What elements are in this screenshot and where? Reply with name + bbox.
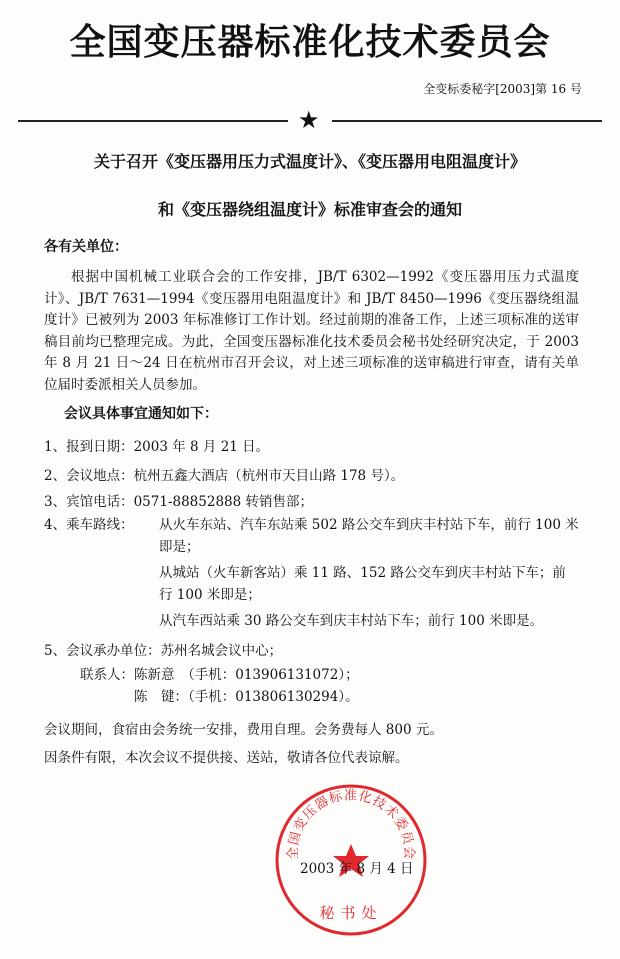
- closing-note: 因条件有限，本次会议不提供接、送站，敬请各位代表谅解。: [44, 750, 409, 766]
- seal-bottom-text: 秘书处: [319, 904, 383, 922]
- details-heading: 会议具体事宜通知如下：: [64, 406, 218, 422]
- document-number: 全变标委秘字[2003]第 16 号: [423, 82, 582, 96]
- item-organizer: 5、会议承办单位：苏州名城会议中心；: [44, 643, 283, 659]
- notice-date: 2003 年 8 月 4 日: [300, 861, 414, 877]
- item-hotel-phone: 3、宾馆电话：0571-88852888 转销售部；: [44, 494, 314, 510]
- body-paragraph: 根据中国机械工业联合会的工作安排，JB/T 6302—1992《变压器用压力式温度计》、JB/T 7631—1994《变压器用电阻温度计》和 JB/T 8450—1996《变压器绕组温度计》已被列为 2003 年标准修订工作计划。经过前期的准备工作，上述三项标准的送审稿目前均已整理完成。为此，全国变压器标准化技术委员会秘书处经研究决定，于 2003 年 8 月 21 日～24 日在杭州市召开会议，对上述三项标准的送审稿进行审查，请有关单位届时委派相关人员参加。: [44, 269, 579, 393]
- item-registration-date: 1、报到日期：2003 年 8 月 21 日。: [44, 439, 270, 455]
- notice-title-line-1: 关于召开《变压器用压力式温度计》、《变压器用电阻温度计》: [93, 152, 526, 171]
- salutation: 各有关单位：: [44, 239, 128, 255]
- item-venue: 2、会议地点：杭州五鑫大酒店（杭州市天目山路 178 号）。: [44, 468, 405, 484]
- route-2: 从城站（火车新客站）乘 11 路、152 路公交车到庆丰村站下车；前行 100 米即是；: [159, 565, 566, 603]
- organization-name: 全国变压器标准化技术委员会: [69, 21, 551, 63]
- route-3: 从汽车西站乘 30 路公交车到庆丰村站下车；前行 100 米即是。: [159, 613, 544, 629]
- meals-note: 会议期间，食宿由会务统一安排，费用自理。会务费每人 800 元。: [44, 722, 443, 738]
- contact-1: 联系人：陈新意 （手机：013906131072）；: [80, 667, 359, 683]
- header-rule-left: [18, 120, 288, 122]
- seal-text: 全国变压器标准化技术委员会: [285, 788, 417, 861]
- star-icon: ★: [298, 106, 320, 134]
- header-rule-right: [332, 120, 602, 122]
- contact-2: 陈 键：（手机：013806130294）。: [80, 689, 359, 705]
- notice-title-line-2: 和《变压器绕组温度计》标准审查会的通知: [157, 200, 462, 219]
- route-1: 从火车东站、汽车东站乘 502 路公交车到庆丰村站下车，前行 100 米即是；: [159, 517, 579, 555]
- routes-label: 4、乘车路线：: [44, 517, 134, 533]
